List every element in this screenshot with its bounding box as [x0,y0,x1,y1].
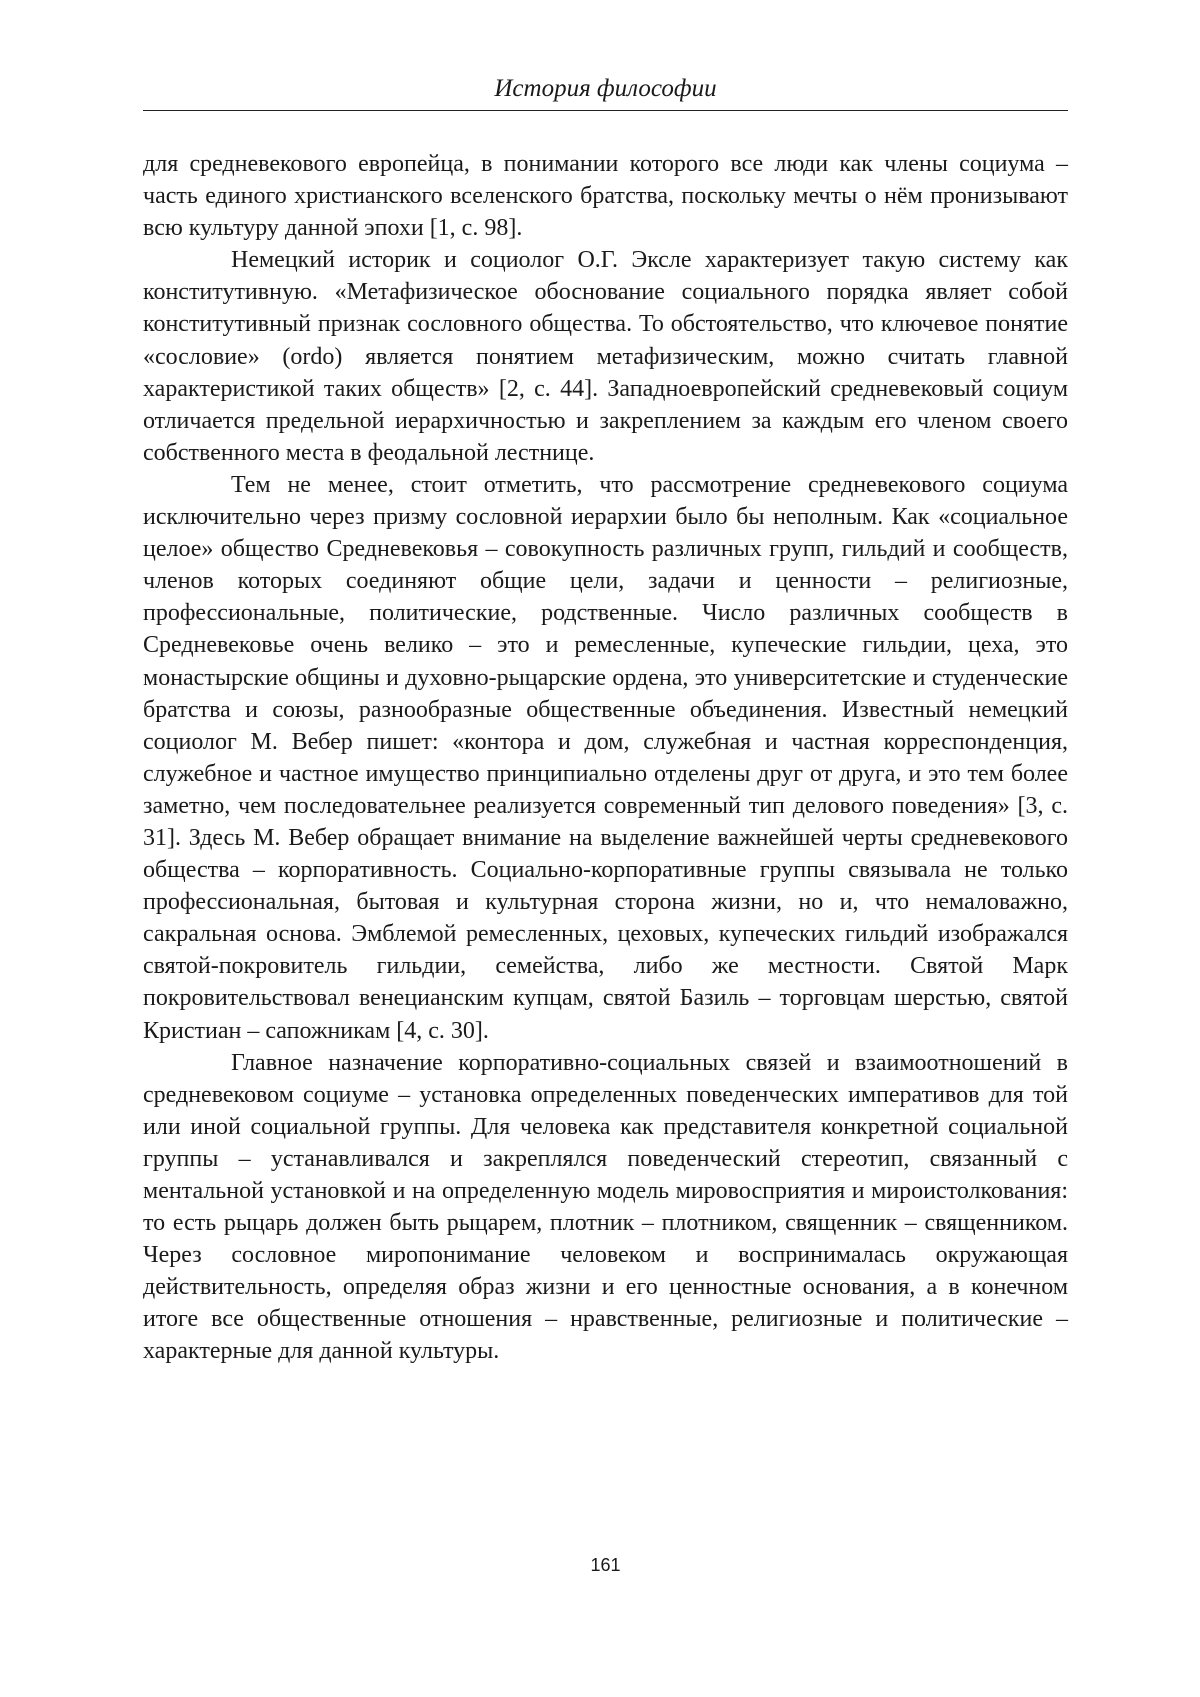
running-header-title: История философии [143,74,1068,104]
paragraph-continuation: для средневекового европейца, в понимании которого все люди как члены социума – часть единого христианского вселенского братства, поскольку мечты о нём пронизывают всю культуру данной эпохи [1, с. 98]. [143,148,1068,244]
header-divider [143,110,1068,111]
paragraph: Тем не менее, стоит отметить, что рассмотрение средневекового со­циума исключительно через призму сословной иерархии было бы непол­ным. Как «социальное целое» общество Средневековья – совокупность различных групп, гильдий и сообществ, членов которых соединяют общие цели, задачи и ценности – религиозные, профессиональные, политические, родственные. Число различных сообществ в Средневековье очень велико – это и ремесленные, купеческие гильдии, цеха, это монастырские общины и духовно-рыцарские ордена, это университетские и студенческие братства и союзы, разнообразные общественные объединения. Известный немецкий социолог М. Вебер пишет: «контора и дом, служебная и частная корре­спонденция, служебное и частное имущество принципиально отделены друг от друга, и это тем более заметно, чем последовательнее реализуется современный тип делового поведения» [3, с. 31]. Здесь М. Вебер обращает внимание на выделение важнейшей черты средневекового общества – кор­поративность. Социально-корпоративные группы связывала не только профессиональная, бытовая и культурная сторона жизни, но и, что немало­важно, сакральная основа. Эмблемой ремесленных, цеховых, купеческих гильдий изображался святой-покровитель гильдии, семейства, либо же местности. Святой Марк покровительствовал венецианским купцам, свя­той Базиль – торговцам шерстью, святой Кристиан – сапожникам [4, с. 30]. [143,469,1068,1047]
body-text [143,148,1068,1368]
paragraph: Немецкий историк и социолог О.Г. Эксле характеризует такую си­стему как конститутивную. «Метафизическое обоснование социального порядка являет собой конститутивный признак сословного общества. То обстоятельство, что ключевое понятие «сословие» (ordo) является поняти­ем метафизическим, можно считать главной характеристикой таких об­ществ» [2, с. 44]. Западноевропейский средневековый социум отличается предельной иерархичностью и закреплением за каждым его членом своего собственного места в феодальной лестнице. [143,244,1068,469]
paragraph: Главное назначение корпоративно-социальных связей и взаимоот­ношений в средневековом социуме – установка определенных поведенче­ских императивов для той или иной социальной группы. Для человека как представителя конкретной социальной группы – устанавливался и закреп­лялся поведенческий стереотип, связанный с ментальной установкой и на определенную модель мировосприятия и мироистолкования: то есть ры­царь должен быть рыцарем, плотник – плотником, священник – священни­ком. Через сословное миропонимание человеком и воспринималась окру­жающая действительность, определяя образ жизни и его ценностные осно­вания, а в конечном итоге все общественные отношения – нравственные, религиозные и политические – характерные для данной культуры. [143,1047,1068,1368]
document-page [143,0,1068,1697]
page-number: 161 [143,1554,1068,1576]
